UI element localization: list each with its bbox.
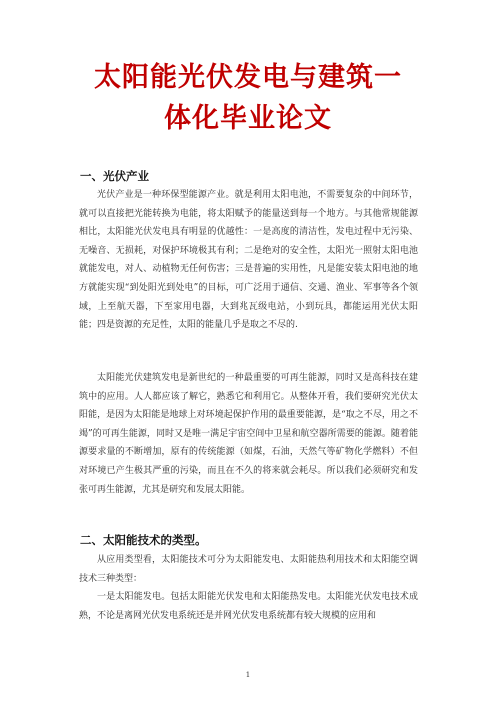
page-number: 1 — [245, 671, 251, 679]
document-title-line1: 太阳能光伏发电与建筑一 — [94, 62, 402, 93]
section-heading-solar-tech-types: 二、太阳能技术的类型。 — [80, 533, 207, 547]
paragraph-solar-power: 一是太阳能发电。包括太阳能光伏发电和太阳能热发电。太阳能光伏发电技术成熟，不论是离网光伏发电系统还是并网光伏发电系统都有较大规模的应用和 — [79, 592, 418, 621]
paragraph-tech-types: 从应用类型看，太阳能技术可分为太阳能发电、太阳能热利用技术和太阳能空调技术三种类型： — [79, 555, 418, 584]
document-title-line2: 体化毕业论文 — [164, 103, 332, 134]
section-heading-pv-industry: 一、光伏产业 — [80, 169, 149, 183]
paragraph-pv-building: 太阳能光伏建筑发电是新世纪的一种最重要的可再生能源，同时又是高科技在建筑中的应用。人人都应该了解它，熟悉它和利用它。从整体开看，我们要研究光伏太阳能，是因为太阳能是地球上对环境起保护作用的最重要能源，是“取之不尽，用之不竭”的可再生能源，同时又是唯一满足宇宙空间中卫星和航空器所需要的能源。随着能源要求量的不断增加，原有的传统能源（如煤，石油，天然气等矿物化学燃料）不但对环境已产生极其严重的污染，而且在不久的将来就会耗尽。所以我们必须研究和发张可再生能源，尤其是研究和发展太阳能。 — [79, 373, 418, 495]
paragraph-pv-intro: 光伏产业是一种环保型能源产业。就是利用太阳电池，不需要复杂的中间环节，就可以直接把光能转换为电能，将太阳赋予的能量送到每一个地方。与其他常规能源相比，太阳能光伏发电具有明显的优越性：一是高度的清洁性，发电过程中无污染、无噪音、无损耗，对保护环境极其有利；二是绝对的安全性，太阳光一照射太阳电池就能发电，对人、动植物无任何伤害；三是普遍的实用性，凡是能安装太阳电池的地方就能实现“到处阳光到处电”的目标，可广泛用于通信、交通、渔业、军事等各个领域，上至航天器，下至家用电器，大到兆瓦级电站，小到玩具，都能运用光伏太阳能；四是资源的充足性，太阳的能量几乎是取之不尽的. — [79, 190, 418, 331]
